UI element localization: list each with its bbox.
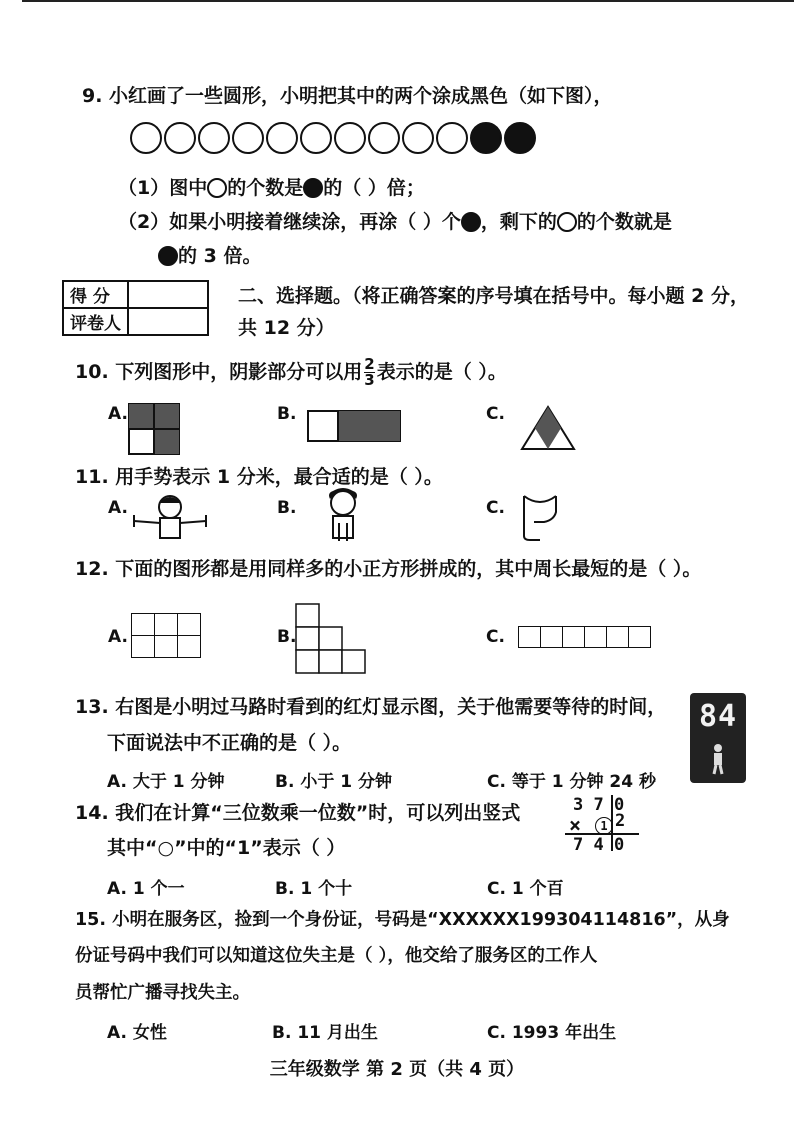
q14-option-a: A. 1 个一 [107,879,185,899]
white-circle [334,122,366,154]
fraction-denominator: 3 [364,371,375,389]
q9-sub1-text-a: （1）图中 [118,177,208,199]
multiplier: 2 [615,811,626,831]
black-circle [470,122,502,154]
q11-option-a-label: A. [108,498,128,518]
q9-text: 9. 小红画了一些圆形，小明把其中的两个涂成黑色（如下图）， [82,85,613,107]
q12-figure-a-grid [131,613,201,658]
q13-option-a: A. 大于 1 分钟 [107,772,225,792]
q11-figure-a-hand-gesture [130,493,210,541]
q12-option-b-label: B. [277,627,297,647]
q14-option-b: B. 1 个十 [275,879,353,899]
multiplicand: 3 7 0 [573,795,625,815]
q9-sub2-text-c: 的个数就是 [576,211,672,233]
q9-sub1 [118,176,425,200]
white-circle [402,122,434,154]
q10-figure-b [307,410,401,442]
q9-sub2-line2 [158,244,261,268]
q10-option-b-label: B. [277,404,297,424]
score-blank[interactable] [128,281,208,308]
q9-sub1-text-c: 的（ ）倍； [323,177,425,199]
q15-text-line2: 份证号码中我们可以知道这位失主是（ ），他交给了服务区的工作人 [75,946,598,966]
white-circle [164,122,196,154]
q10-text [75,357,507,388]
fraction-numerator: 2 [364,355,375,373]
q10-text-b: 表示的是（ ）。 [376,361,507,383]
q15-option-a: A. 女性 [107,1023,167,1043]
score-box [62,280,209,336]
q12-option-a-label: A. [108,627,128,647]
times-sign: × [569,813,582,837]
top-border-line [22,0,794,2]
countdown-number: 84 [698,699,738,734]
white-circle [436,122,468,154]
q10-figure-a [128,403,180,455]
section2-heading-line1: 二、选择题。（将正确答案的序号填在括号中。每小题 2 分， [238,285,749,307]
black-circle-icon [303,178,323,198]
section2-heading-line2: 共 12 分） [238,317,335,339]
q12-option-c-label: C. [486,627,505,647]
q9-sub2-text-a: （2）如果小明接着继续涂，再涂（ ）个 [118,211,461,233]
q11-option-b-label: B. [277,498,297,518]
white-circle [232,122,264,154]
q11-figure-c-hand-gesture [518,492,562,542]
q12-text: 12. 下面的图形都是用同样多的小正方形拼成的，其中周长最短的是（ ）。 [75,558,702,580]
q10-figure-c [520,405,576,451]
black-circle [504,122,536,154]
q9-sub1-text-b: 的个数是 [227,177,304,199]
q10-option-c-label: C. [486,404,505,424]
q9-circle-row [130,122,538,154]
q15-option-c: C. 1993 年出生 [487,1023,617,1043]
q15-text-line1: 15. 小明在服务区，捡到一个身份证，号码是“XXXXXX199304114816”，从身 [75,910,730,930]
q9-sub2-text-b: ，剩下的 [480,211,557,233]
white-circle [266,122,298,154]
fraction-two-thirds [364,357,374,388]
black-circle-icon [461,212,481,232]
score-label: 得 分 [63,281,128,308]
q9-sub2-text-d: 的 3 倍。 [178,245,262,267]
q14-text-line1: 14. 我们在计算“三位数乘一位数”时，可以列出竖式 [75,802,521,824]
vertical-column-line [611,795,613,851]
white-circle [300,122,332,154]
carry-circle: 1 [595,817,613,835]
q10-option-a-label: A. [108,404,128,424]
q13-text-line2: 下面说法中不正确的是（ ）。 [107,732,352,754]
q11-text: 11. 用手势表示 1 分米，最合适的是（ ）。 [75,466,443,488]
grader-label: 评卷人 [63,308,128,335]
black-circle-icon [158,246,178,266]
q15-text-line3: 员帮忙广播寻找失主。 [75,983,250,1003]
q15-option-b: B. 11 月出生 [272,1023,378,1043]
q11-option-c-label: C. [486,498,505,518]
page-footer: 三年级数学 第 2 页（共 4 页） [269,1059,525,1080]
grader-blank[interactable] [128,308,208,335]
white-circle-icon [207,178,227,198]
white-circle [130,122,162,154]
white-circle [368,122,400,154]
q11-figure-b-hand-gesture [315,487,371,543]
red-light-display [690,693,746,783]
q14-option-c: C. 1 个百 [487,879,564,899]
white-circle-icon [557,212,577,232]
pedestrian-icon [706,743,730,775]
q12-figure-b-staircase [295,603,367,675]
q9-sub2 [118,210,672,234]
product: 7 4 0 [573,835,625,855]
q14-text-line2: 其中“○”中的“1”表示（ ） [107,837,346,859]
white-circle [198,122,230,154]
q10-text-a: 10. 下列图形中，阴影部分可以用 [75,361,363,383]
q13-text-line1: 13. 右图是小明过马路时看到的红灯显示图，关于他需要等待的时间， [75,696,667,718]
q12-figure-c-row [518,626,651,648]
q13-option-c: C. 等于 1 分钟 24 秒 [487,772,657,792]
q13-option-b: B. 小于 1 分钟 [275,772,392,792]
